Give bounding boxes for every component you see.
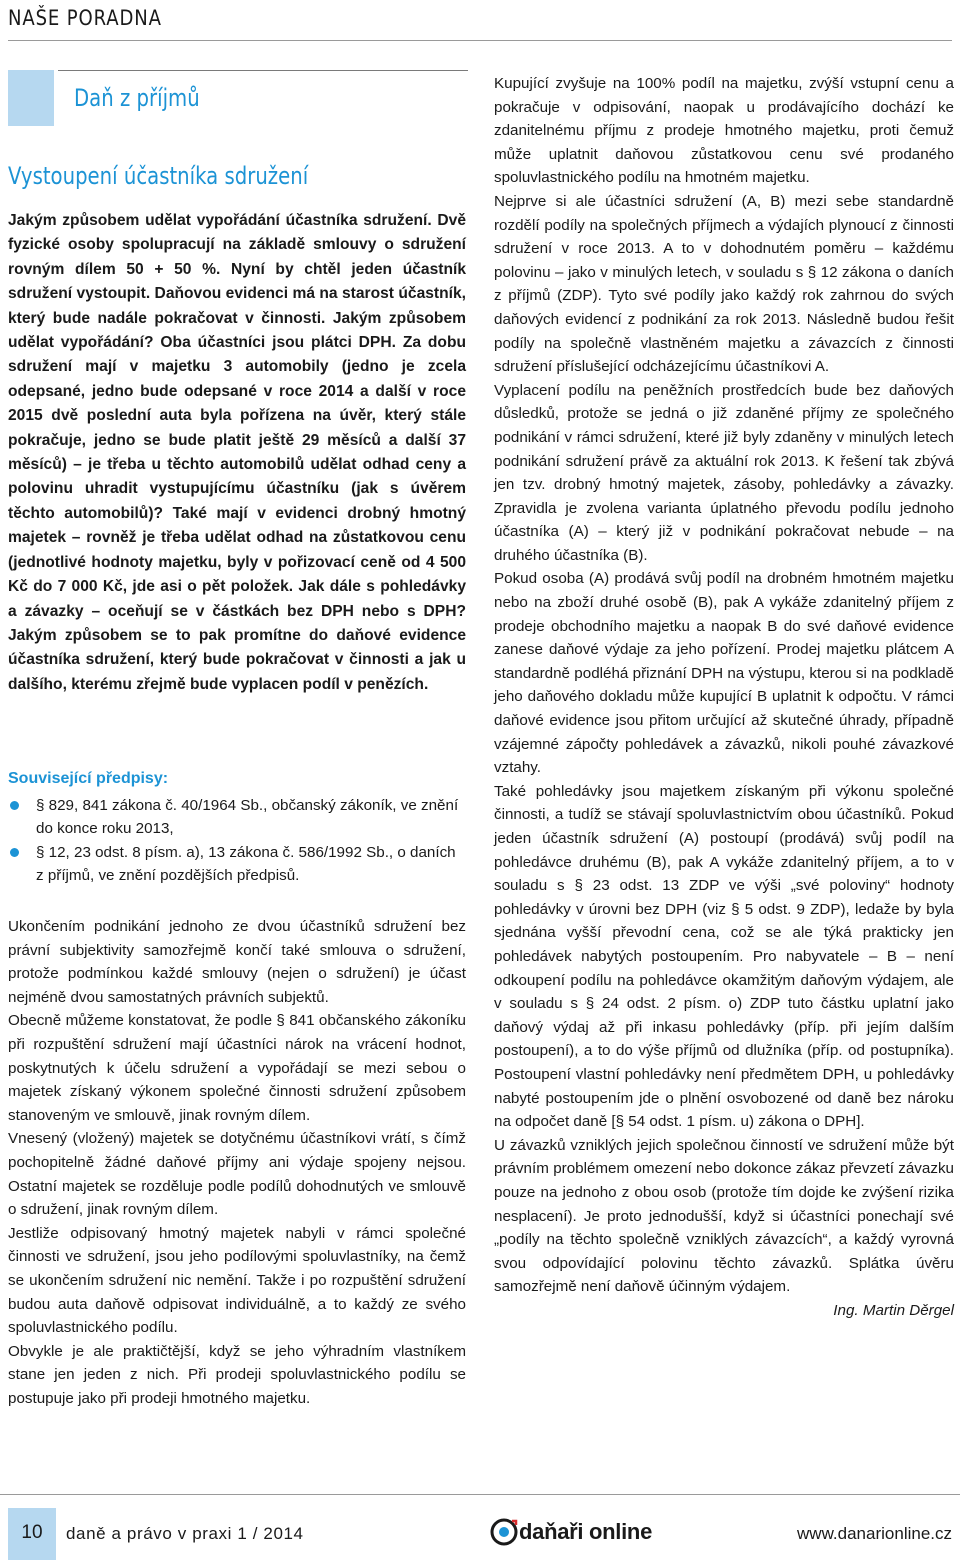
paragraph: Vyplacení podílu na peněžních prostředcích bude bez daňových důsledků, protože se jedná o již zdaněné příjmy ze společného podnikání v rámci sdružení, které již byly zdaněny v minulých letech podnikání sdružení právě za aktuální rok 2013. K řešení tak zbývá jen tzv. drobný hmotný majetek, zásoby, pohledávky a závazky. Zpravidla je zvolena varianta úplatného převodu podílu jednoho účastníka (A) – který již v podnikání pokračovat nebude – na druhého účastníka (B). [494, 381, 954, 564]
paragraph: Kupující zvyšuje na 100% podíl na majetku, zvýší vstupní cenu a pokračuje v odpisování, naopak u prodávajícího dochází ke zdanitelnému příjmu z prodeje hmotného majetku, proti čemuž může uplatnit daňovou zůstatkovou cenu své prodaného spoluvlastnického podílu na hmotném majetku. [494, 75, 954, 187]
page-number: 10 [21, 1522, 43, 1543]
header-divider [8, 40, 952, 41]
paragraph: Vnesený (vložený) majetek se dotyčnému účastníkovi vrátí, s čímž pochopitelně žádné daňové příjmy ani výdaje spojeny nejsou. Ostatní majetek se rozděluje podle podílů dohodnutých ve smlouvě o sdružení, jinak rovným dílem. [8, 1130, 466, 1219]
paragraph: Pokud osoba (A) prodává svůj podíl na drobném hmotném majetku nebo na zboží druhé osobě (B), pak A vykáže zdanitelný příjem z prodeje obchodního majetku a naopak B do své daňové evidence zanese daňové výdaje za jeho pořízení. Prodej majetku plátcem A standardně podléhá přiznání DPH na výstupu, kterou si na podkladě jeho daňového dokladu může kupující B uplatnit k odpočtu. V rámci daňové evidence jsou přitom určující až skutečné úhrady, případně vzájemné zápočty pohledávek a závazků, nikoli pouhé závazkové vztahy. [494, 570, 954, 777]
regulations-heading: Související předpisy: [8, 770, 169, 787]
bullet-dot-icon [10, 801, 19, 810]
answer-column-left [8, 915, 466, 1410]
author-signature: Ing. Martin Děrgel [833, 1301, 954, 1319]
question-block [8, 209, 466, 697]
header-title: NAŠE PORADNA [8, 6, 162, 30]
logo-mark-icon [490, 1518, 518, 1546]
section-title: Daň z příjmů [74, 84, 200, 112]
paragraph: Nejprve si ale účastníci sdružení (A, B) mezi sebe standardně rozdělí podíly na společných příjmech a výdajích plynoucí z činnosti sdružení v roce 2013. A to v dohodnutém poměru – každému polovinu – jako v minulých letech, v souladu s § 12 zákona o daních z příjmů (ZDP). Tyto své podíly jako každý rok zahrnou do svých daňových evidencí z podnikání za rok 2013. Následně budou řešit podíly na společně vlastněném majetku a závazcích z činnosti sdružení příslušející odcházejícímu účastníkovi A. [494, 192, 954, 376]
related-regulations [8, 767, 466, 888]
paragraph: Jestliže odpisovaný hmotný majetek nabyli v rámci společné činnosti ve sdružení, jsou jeho podílovými spoluvlastníky, na čemž se ukončením sdružení nic nemění. Takže i po rozpuštění sdružení budou auta daňově odpisovat individuálně, a to každý ze svého spoluvlastnického podílu. [8, 1224, 466, 1337]
publication-name: daně a právo v praxi 1 / 2014 [66, 1524, 304, 1543]
website-link[interactable]: www.danarionline.cz [797, 1524, 952, 1543]
logo-text: daňaři online [519, 1519, 653, 1544]
regulation-text: § 12, 23 odst. 8 písm. a), 13 zákona č. 586/1992 Sb., o daních z příjmů, ve znění pozdějších předpisů. [36, 843, 456, 885]
footer-divider [0, 1494, 960, 1495]
paragraph: U závazků vzniklých jejich společnou činností ve sdružení může být právním problémem omezení nebo dokonce zákaz převzetí závazku pouze na jednoho z obou osob (protože tím dojde ke zvýšení rizika nesplacení). Je proto jednodušší, když si účastníci ponechají své „podíly na těchto společně vzniklých závazcích“, a každý vyrovná svou odpovídající polovinu těchto závazků. Splátka úvěru samozřejmě není daňově účinným výdajem. [494, 1136, 954, 1296]
regulation-item [8, 841, 466, 888]
regulation-item [8, 794, 466, 841]
paragraph: Obecně můžeme konstatovat, že podle § 841 občanského zákoníku při rozpuštění sdružení mají účastníci nárok na vrácení hodnot, poskytnutých k účelu sdružení a vypořádají se mezi sebou o majetek získaný výkonem společné činnosti sdružení způsobem stanoveným ve smlouvě, jinak rovným dílem. [8, 1012, 466, 1124]
article-title: Vystoupení účastníka sdružení [8, 162, 309, 190]
section-color-block [8, 70, 54, 126]
danari-online-logo [490, 1518, 652, 1546]
paragraph: Také pohledávky jsou majetkem získaným při výkonu společné činnosti, a tudíž se stávají spoluvlastnictvím obou účastníků. Pokud jeden účastník sdružení (A) postoupí (prodává) svůj podíl na pohledávce druhému (B), pak A vykáže zdanitelný příjem, a to v souladu s § 23 odst. 13 ZDP ve výši „své poloviny“ hodnoty pohledávky v úrovni bez DPH (viz § 5 odst. 9 ZDP), ledaže by byla sjednána vyšší převodní cena, což se ale týká prakticky jen pohledávek nabytých postoupením. Pro nabyvatele – B – není odkoupení podílu na pohledávce okamžitým daňovým výdajem, ale v souladu s § 24 odst. 2 písm. o) ZDP tuto částku uplatní jako daňový výdaj až při inkasu pohledávky (příp. při jejím dalším postoupení), a to do výše příjmů od dlužníka (příp. od postupníka). Postoupení vlastní pohledávky není předmětem DPH, u pohledávky nabyté postoupením jde o plnění osvobozené od daně bez nároku na odpočet daně [§ 54 odst. 1 písm. u) zákona o DPH]. [494, 782, 954, 1131]
answer-column-right [494, 72, 954, 1322]
section-divider [58, 70, 468, 71]
regulation-text: § 829, 841 zákona č. 40/1964 Sb., občanský zákoník, ve znění do konce roku 2013, [36, 796, 459, 838]
paragraph: Ukončením podnikání jednoho ze dvou účastníků sdružení bez právní subjektivity samozřejmě končí také smlouva o sdružení, protože podmínkou každé smlouvy (nejen o sdružení) je účast nejméně dvou samostatných právních subjektů. [8, 918, 466, 1006]
bullet-dot-icon [10, 848, 19, 857]
question-text: Jakým způsobem udělat vypořádání účastníka sdružení. Dvě fyzické osoby spolupracují na základě smlouvy o sdružení rovným dílem 50 + 50 %. Nyní by chtěl jeden účastník sdružení vystoupit. Daňovou evidenci má na starost účastník, který bude nadále pokračovat v činnosti. Jakým způsobem udělat vypořádání? Oba účastníci jsou plátci DPH. Za dobu sdružení mají v majetku 3 automobily (jedno je zcela odepsané, jedno bude odepsané v roce 2014 a další v roce 2015 dvě poslední auta byla pořízena na úvěr, který stále pokračuje, jedno se bude platit ještě 29 měsíců a další 37 měsíců) – je třeba u těchto automobilů udělat odhad ceny a polovinu uhradit vystupujícímu účastníku (jak s úvěrem těchto automobilů)? Také mají v evidenci drobný hmotný majetek – rovněž je třeba udělat odhad na zůstatkovou cenu (jednotlivé hodnoty majetku, byly v pořizovací ceně od 4 500 Kč do 7 000 Kč, jde asi o pět položek. Jak dále s pohledávky a závazky – oceňují se v částkách bez DPH nebo s DPH? Jakým způsobem se to pak promítne do daňové evidence účastníka sdružení, který bude pokračovat v činnosti a jak u dalšího, kterému zřejmě bude vyplacen podíl v penězích. [8, 212, 466, 693]
paragraph: Obvykle je ale praktičtější, když se jeho výhradním vlastníkem stane jen jeden z nich. Při prodeji spoluvlastnického podílu se postupuje jako při prodeji hmotného majetku. [8, 1342, 466, 1407]
